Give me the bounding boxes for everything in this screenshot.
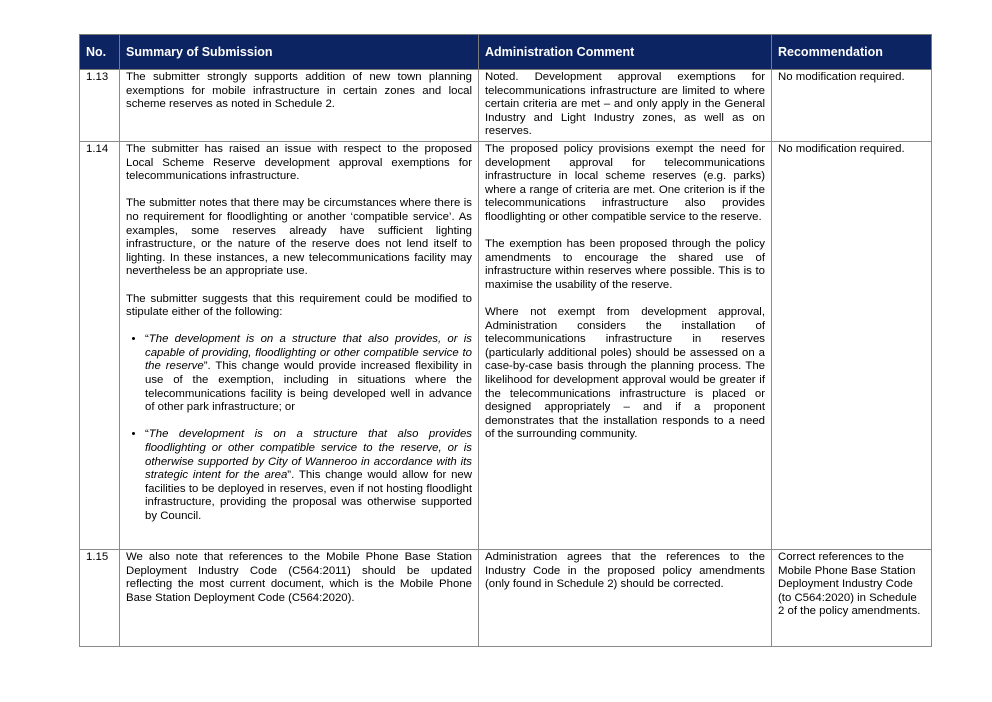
admin-comment-cell: Noted. Development approval exemptions for telecommunications infrastructure are limited to where certain criteria are met – and only apply in the General Industry and Light Industry zones, as well as on reserves. [479,70,772,142]
quoted-text: The development is on a structure that also provides, or is capable of providing, floodlighting or other compatible service to the reserve [145,333,472,373]
recommendation-cell: No modification required. [772,70,932,142]
table-row [80,141,932,549]
submissions-table [79,34,932,647]
header-summary: Summary of Submission [120,35,479,70]
admin-comment-cell: Administration agrees that the references to the Industry Code in the proposed policy amendments (only found in Schedule 2) should be corrected. [479,549,772,646]
recommendation-cell: Correct references to the Mobile Phone Base Station Deployment Industry Code (to C564:2020) in Schedule 2 of the policy amendments. [772,549,932,646]
admin-paragraph: The exemption has been proposed through the policy amendments to encourage the shared use of infrastructure within reserves where possible. This is to maximise the usability of the reserve. [485,238,765,291]
admin-paragraph: The proposed policy provisions exempt the need for development approval for telecommunications infrastructure in local scheme reserves (e.g. parks) where a range of criteria are met. One criterion is if the telecommunications infrastructure also provides floodlighting or other compatible service to the reserve. [485,142,765,223]
header-no: No. [80,35,120,70]
table-row [80,70,932,142]
quoted-text: The development is on a structure that also provides floodlighting or other compatible service to the reserve, or is otherwise supported by City of Wanneroo in accordance with its strategic intent for the area [145,428,472,482]
summary-paragraph: The submitter has raised an issue with respect to the proposed Local Scheme Reserve development approval exemptions for telecommunications infrastructure. [126,142,472,183]
admin-comment-cell [479,141,772,549]
summary-paragraph: The submitter notes that there may be circumstances where there is no requirement for floodlighting or another ‘compatible service’. As examples, some reserves already have sufficient lighting infrastructure, or the nature of the reserve does not lend itself to lighting. In these instances, a new telecommunications facility may nevertheless be an appropriate use. [126,197,472,278]
summary-cell: The submitter strongly supports addition of new town planning exemptions for mobile infrastructure in certain zones and local scheme reserves as noted in Schedule 2. [120,70,479,142]
summary-cell [120,141,479,549]
suggestion-bullet: • “The development is on a structure that also provides, or is capable of providing, floodlighting or other compatible service to the reserve”. This change would provide increased flexibility in use of the exemption, including in situations where the telecommunications facility is being developed well in advance of other park infrastructure; or [145,333,472,415]
row-number: 1.15 [80,549,120,646]
admin-paragraph: Where not exempt from development approval, Administration considers the installation of telecommunications infrastructure in reserves (particularly additional poles) should be assessed on a case-by-case basis through the planning process. The likelihood for development approval would be greater if the telecommunications infrastructure is placed or designed appropriately – and if a proponent demonstrates that the installation responds to a need of the surrounding community. [485,306,765,441]
table-row [80,549,932,646]
header-admin-comment: Administration Comment [479,35,772,70]
row-number: 1.14 [80,141,120,549]
header-recommendation: Recommendation [772,35,932,70]
row-number: 1.13 [80,70,120,142]
summary-cell: We also note that references to the Mobile Phone Base Station Deployment Industry Code (C564:2011) should be updated reflecting the most current document, which is the Mobile Phone Base Station Deployment Code (C564:2020). [120,549,479,646]
suggestion-bullet: • “The development is on a structure that also provides floodlighting or other compatible service to the reserve, or is otherwise supported by City of Wanneroo in accordance with its strategic intent for the area”. This change would allow for new facilities to be deployed in reserves, even if not hosting floodlight infrastructure, providing the proposal was otherwise supported by Council. [145,428,472,523]
suggestion-list [126,333,472,523]
header-row [80,35,932,70]
summary-paragraph: The submitter suggests that this requirement could be modified to stipulate either of the following: [126,292,472,319]
recommendation-cell: No modification required. [772,141,932,549]
